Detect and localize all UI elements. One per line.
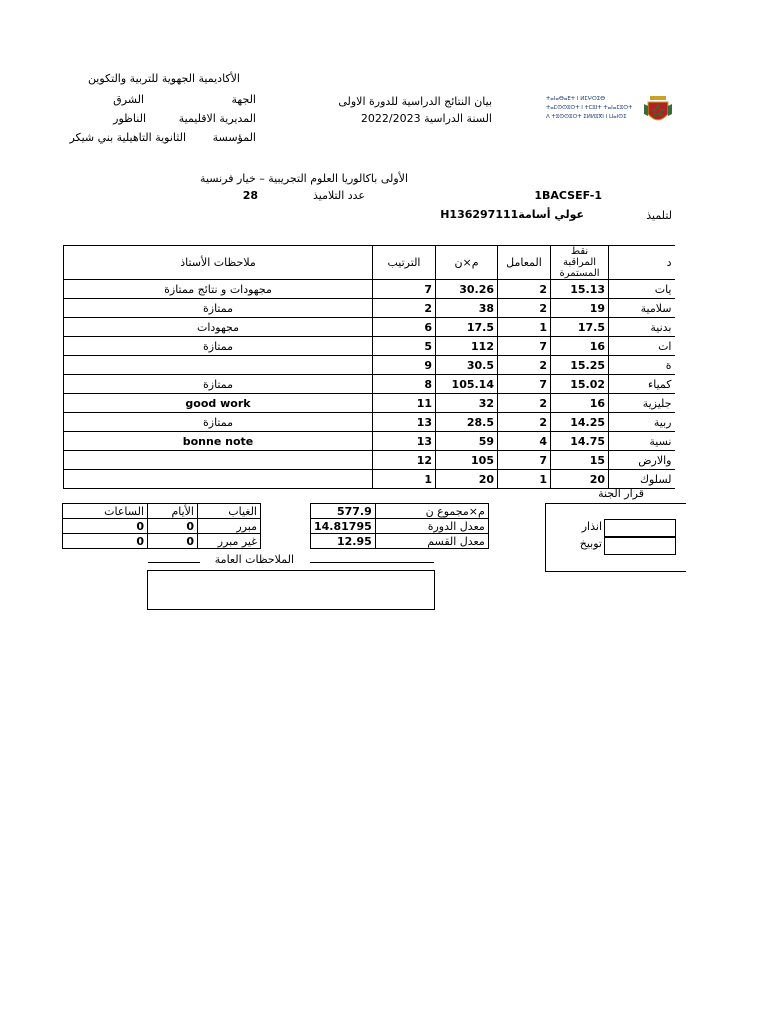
rank-cell: 7 — [373, 280, 436, 299]
product-cell: 59 — [436, 432, 498, 451]
product-cell: 105.14 — [436, 375, 498, 394]
warning-label: انذار — [581, 520, 602, 533]
school-year: السنة الدراسية 2022/2023 — [360, 112, 492, 125]
justified-label: مبرر — [198, 519, 261, 534]
general-remarks-rule-right — [310, 562, 434, 563]
logo-text-line-3: ⴷ ⵜⵓⵙⵙⵓⵔⵜ ⵉⵍⵍⵓⴳⵏ ⵏ ⵡⴰⵏⵙⵉ — [546, 114, 627, 120]
teacher-remark: ممتازة — [64, 337, 373, 356]
coefficient-cell: 7 — [498, 375, 551, 394]
score-cell: 14.25 — [551, 413, 609, 432]
grade-row — [64, 432, 675, 451]
general-remarks-label: الملاحظات العامة — [214, 553, 294, 566]
header-continuous-score: نقط المراقبة المستمرة — [551, 246, 609, 280]
rank-cell: 13 — [373, 413, 436, 432]
score-cell: 15 — [551, 451, 609, 470]
score-cell: 20 — [551, 470, 609, 489]
score-cell: 16 — [551, 394, 609, 413]
coefficient-cell: 2 — [498, 280, 551, 299]
subject-cell: جليزية — [609, 394, 675, 413]
general-remarks-rule-left — [148, 562, 200, 563]
logo-text-line-2: ⵜⴰⵎⵙⵙⵓⵔⵜ ⵏ ⵜⵎⵓⵏⵜ ⵜⴰⵏⴰⵎⵓⵔⵜ — [546, 105, 633, 111]
header-rank: الترتيب — [373, 246, 436, 280]
reprimand-checkbox — [604, 536, 676, 555]
rank-cell: 8 — [373, 375, 436, 394]
absence-table — [62, 503, 261, 549]
product-cell: 38 — [436, 299, 498, 318]
product-cell: 32 — [436, 394, 498, 413]
coefficient-cell: 2 — [498, 413, 551, 432]
class-average-label: معدل القسم — [375, 534, 488, 549]
coefficient-cell: 4 — [498, 432, 551, 451]
institution-value: الثانوية التاهيلية بني شيكر — [69, 131, 186, 144]
product-cell: 112 — [436, 337, 498, 356]
product-cell: 30.5 — [436, 356, 498, 375]
header-product: م×ن — [436, 246, 498, 280]
score-cell: 15.25 — [551, 356, 609, 375]
student-label: لتلميذ — [646, 209, 672, 222]
product-cell: 28.5 — [436, 413, 498, 432]
subject-cell: يات — [609, 280, 675, 299]
teacher-remark: ممتازة — [64, 413, 373, 432]
region-label: الجهة — [231, 93, 256, 106]
grade-row — [64, 413, 675, 432]
grade-row — [64, 394, 675, 413]
coefficient-cell: 2 — [498, 299, 551, 318]
teacher-remark — [64, 470, 373, 489]
grade-row — [64, 337, 675, 356]
grades-table — [63, 245, 675, 489]
subject-cell: نسية — [609, 432, 675, 451]
rank-cell: 9 — [373, 356, 436, 375]
teacher-remark: good work — [64, 394, 373, 413]
teacher-remark: مجهودات و نتائج ممتازة — [64, 280, 373, 299]
grade-row — [64, 451, 675, 470]
product-cell: 20 — [436, 470, 498, 489]
ministry-logo — [546, 96, 674, 130]
unjustified-days: 0 — [148, 534, 198, 549]
product-cell: 30.26 — [436, 280, 498, 299]
absence-days-header: الأيام — [148, 504, 198, 519]
subject-cell: ات — [609, 337, 675, 356]
subject-cell: والارض — [609, 451, 675, 470]
grades-header-row — [64, 246, 675, 280]
product-cell: 17.5 — [436, 318, 498, 337]
grade-row — [64, 375, 675, 394]
students-count-label: عدد التلاميذ — [312, 189, 365, 202]
teacher-remark: ممتازة — [64, 299, 373, 318]
totals-table — [310, 503, 489, 549]
rank-cell: 2 — [373, 299, 436, 318]
teacher-remark: مجهودات — [64, 318, 373, 337]
reprimand-label: توبيخ — [579, 537, 602, 550]
total-sum-value: 577.9 — [311, 504, 376, 519]
subject-cell: لسلوك — [609, 470, 675, 489]
grade-row — [64, 318, 675, 337]
coefficient-cell: 7 — [498, 337, 551, 356]
score-cell: 15.02 — [551, 375, 609, 394]
teacher-remark: bonne note — [64, 432, 373, 451]
coat-of-arms-icon — [644, 94, 672, 128]
total-sum-label: م×مجموع ن — [375, 504, 488, 519]
general-remarks-box — [147, 570, 435, 610]
document-title: بيان النتائج الدراسية للدورة الاولى — [338, 95, 492, 108]
rank-cell: 12 — [373, 451, 436, 470]
academy-name: الأكاديمية الجهوية للتربية والتكوين — [87, 72, 240, 85]
students-count: 28 — [242, 189, 258, 202]
directorate-value: الناظور — [113, 112, 146, 125]
score-cell: 16 — [551, 337, 609, 356]
subject-cell: ة — [609, 356, 675, 375]
subject-cell: سلامية — [609, 299, 675, 318]
header-teacher-remarks: ملاحظات الأستاذ — [64, 246, 373, 280]
coefficient-cell: 1 — [498, 470, 551, 489]
score-cell: 17.5 — [551, 318, 609, 337]
grade-row — [64, 356, 675, 375]
product-cell: 105 — [436, 451, 498, 470]
class-code: 1BACSEF-1 — [534, 189, 602, 202]
unjustified-hours: 0 — [63, 534, 148, 549]
unjustified-label: غير مبرر — [198, 534, 261, 549]
term-average-label: معدل الدورة — [375, 519, 488, 534]
subject-cell: ربية — [609, 413, 675, 432]
justified-hours: 0 — [63, 519, 148, 534]
rank-cell: 11 — [373, 394, 436, 413]
subject-cell: بدنية — [609, 318, 675, 337]
justified-days: 0 — [148, 519, 198, 534]
score-cell: 14.75 — [551, 432, 609, 451]
class-average-value: 12.95 — [311, 534, 376, 549]
rank-cell: 5 — [373, 337, 436, 356]
grade-row — [64, 470, 675, 489]
grade-row — [64, 280, 675, 299]
council-decision-label: قرار الجنة — [598, 487, 644, 500]
header-coefficient: المعامل — [498, 246, 551, 280]
term-average-value: 14.81795 — [311, 519, 376, 534]
directorate-label: المديرية الاقليمية — [178, 112, 256, 125]
student-id-name: H136297111عولي أسامة — [440, 208, 584, 221]
subject-cell: كمياء — [609, 375, 675, 394]
institution-label: المؤسسة — [212, 131, 256, 144]
rank-cell: 13 — [373, 432, 436, 451]
rank-cell: 1 — [373, 470, 436, 489]
grade-row — [64, 299, 675, 318]
coefficient-cell: 2 — [498, 356, 551, 375]
teacher-remark — [64, 356, 373, 375]
coefficient-cell: 7 — [498, 451, 551, 470]
class-level: الأولى باكالوريا العلوم التجريبية – خيار فرنسية — [200, 172, 408, 185]
header-subject: د — [609, 246, 675, 280]
absence-hours-header: الساعات — [63, 504, 148, 519]
score-cell: 19 — [551, 299, 609, 318]
coefficient-cell: 2 — [498, 394, 551, 413]
teacher-remark: ممتازة — [64, 375, 373, 394]
score-cell: 15.13 — [551, 280, 609, 299]
region-value: الشرق — [113, 93, 144, 106]
coefficient-cell: 1 — [498, 318, 551, 337]
rank-cell: 6 — [373, 318, 436, 337]
teacher-remark — [64, 451, 373, 470]
absence-title: الغياب — [198, 504, 261, 519]
logo-text-line-1: ⵜⴰⵏⴰⴱⴰⴹⵜ ⵏ ⵍⵎⵖⵔⵉⴱ — [546, 96, 606, 102]
